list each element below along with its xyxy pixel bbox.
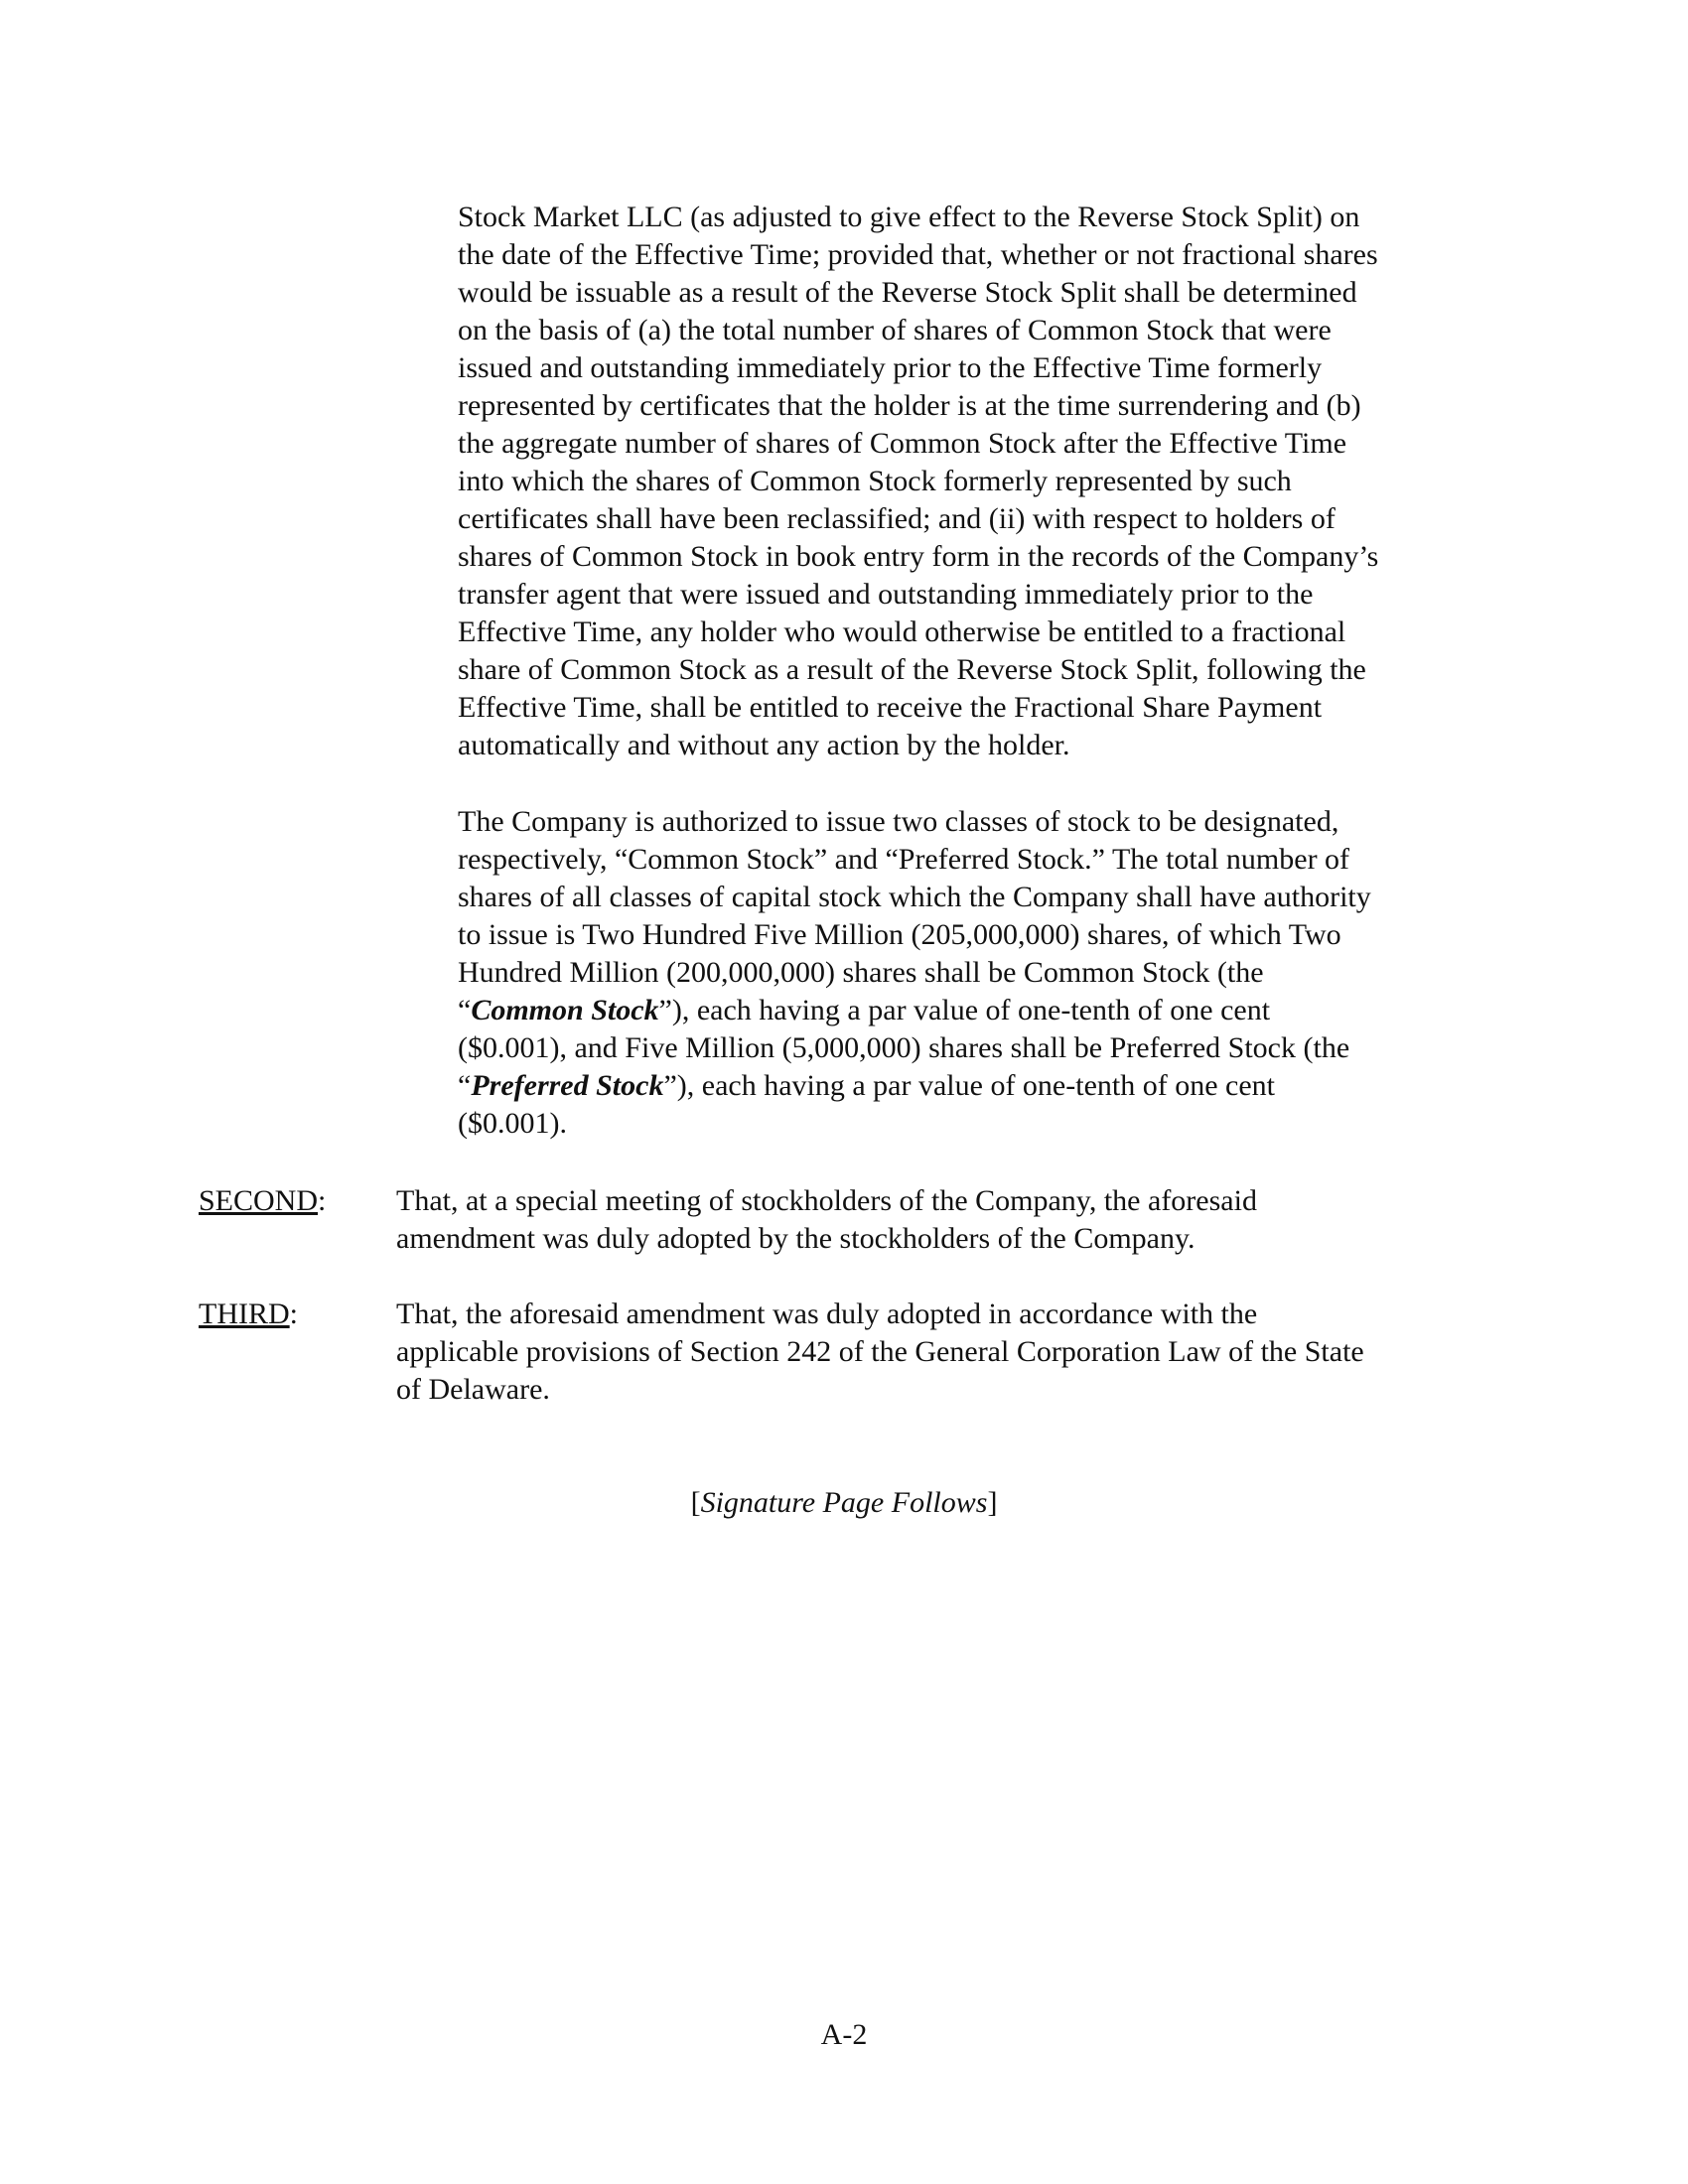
page-number: A-2 — [820, 2018, 868, 2051]
signature-page-note — [0, 1484, 1688, 1522]
third-label-text: THIRD — [199, 1297, 290, 1330]
third-section-body — [396, 1296, 1364, 1409]
text-line: the aggregate number of shares of Common Stock after the Effective Time — [458, 427, 1347, 460]
text-line: Stock Market LLC (as adjusted to give effect to the Reverse Stock Split) on — [458, 201, 1360, 233]
text-line: into which the shares of Common Stock formerly represented by such — [458, 465, 1292, 497]
text-line: on the basis of (a) the total number of shares of Common Stock that were — [458, 314, 1332, 346]
text-line — [458, 992, 1371, 1029]
label-colon: : — [289, 1297, 298, 1330]
text-line: share of Common Stock as a result of the Reverse Stock Split, following the — [458, 653, 1366, 686]
text-line: of Delaware. — [396, 1373, 550, 1406]
open-quote: “ — [458, 994, 472, 1026]
line-remainder: ”), each having a par value of one-tenth of one cent — [658, 994, 1271, 1026]
text-line: to issue is Two Hundred Five Million (205,000,000) shares, of which Two — [458, 918, 1341, 951]
text-line — [458, 1067, 1371, 1105]
text-line: shares of Common Stock in book entry form in the records of the Company’s — [458, 540, 1379, 573]
line-remainder: ”), each having a par value of one-tenth of one cent — [663, 1069, 1275, 1102]
text-line: Effective Time, any holder who would otherwise be entitled to a fractional — [458, 615, 1346, 648]
authorized-stock-paragraph — [458, 803, 1371, 1143]
text-line: certificates shall have been reclassified; and (ii) with respect to holders of — [458, 502, 1336, 535]
text-line: automatically and without any action by the holder. — [458, 729, 1070, 761]
text-line: That, the aforesaid amendment was duly adopted in accordance with the — [396, 1297, 1258, 1330]
text-line: would be issuable as a result of the Reverse Stock Split shall be determined — [458, 276, 1357, 309]
text-line: That, at a special meeting of stockholders of the Company, the aforesaid — [396, 1184, 1257, 1217]
open-quote: “ — [458, 1069, 472, 1102]
text-line: amendment was duly adopted by the stockholders of the Company. — [396, 1222, 1196, 1255]
second-section-body — [396, 1182, 1257, 1258]
text-line: ($0.001). — [458, 1107, 567, 1140]
text-line: shares of all classes of capital stock which the Company shall have authority — [458, 881, 1371, 913]
text-line: Hundred Million (200,000,000) shares shall be Common Stock (the — [458, 956, 1264, 989]
text-line: transfer agent that were issued and outstanding immediately prior to the — [458, 578, 1314, 611]
text-line: The Company is authorized to issue two classes of stock to be designated, — [458, 805, 1339, 838]
text-line: represented by certificates that the holder is at the time surrendering and (b) — [458, 389, 1361, 422]
text-line: respectively, “Common Stock” and “Preferred Stock.” The total number of — [458, 843, 1350, 876]
defined-term-preferred-stock: Preferred Stock — [471, 1069, 664, 1102]
second-section-label — [199, 1182, 326, 1220]
label-colon: : — [318, 1184, 327, 1217]
third-section-label — [199, 1296, 298, 1333]
text-line: ($0.001), and Five Million (5,000,000) shares shall be Preferred Stock (the — [458, 1031, 1350, 1064]
bracket-close: ] — [987, 1486, 998, 1519]
second-label-text: SECOND — [199, 1184, 319, 1217]
signature-note-text: Signature Page Follows — [700, 1486, 988, 1519]
text-line: Effective Time, shall be entitled to receive the Fractional Share Payment — [458, 691, 1323, 724]
fractional-share-paragraph — [458, 199, 1378, 764]
bracket-open: [ — [690, 1486, 701, 1519]
text-line: the date of the Effective Time; provided that, whether or not fractional shares — [458, 238, 1378, 271]
text-line: applicable provisions of Section 242 of the General Corporation Law of the State — [396, 1335, 1364, 1368]
text-line: issued and outstanding immediately prior to the Effective Time formerly — [458, 351, 1323, 384]
defined-term-common-stock: Common Stock — [471, 994, 659, 1026]
